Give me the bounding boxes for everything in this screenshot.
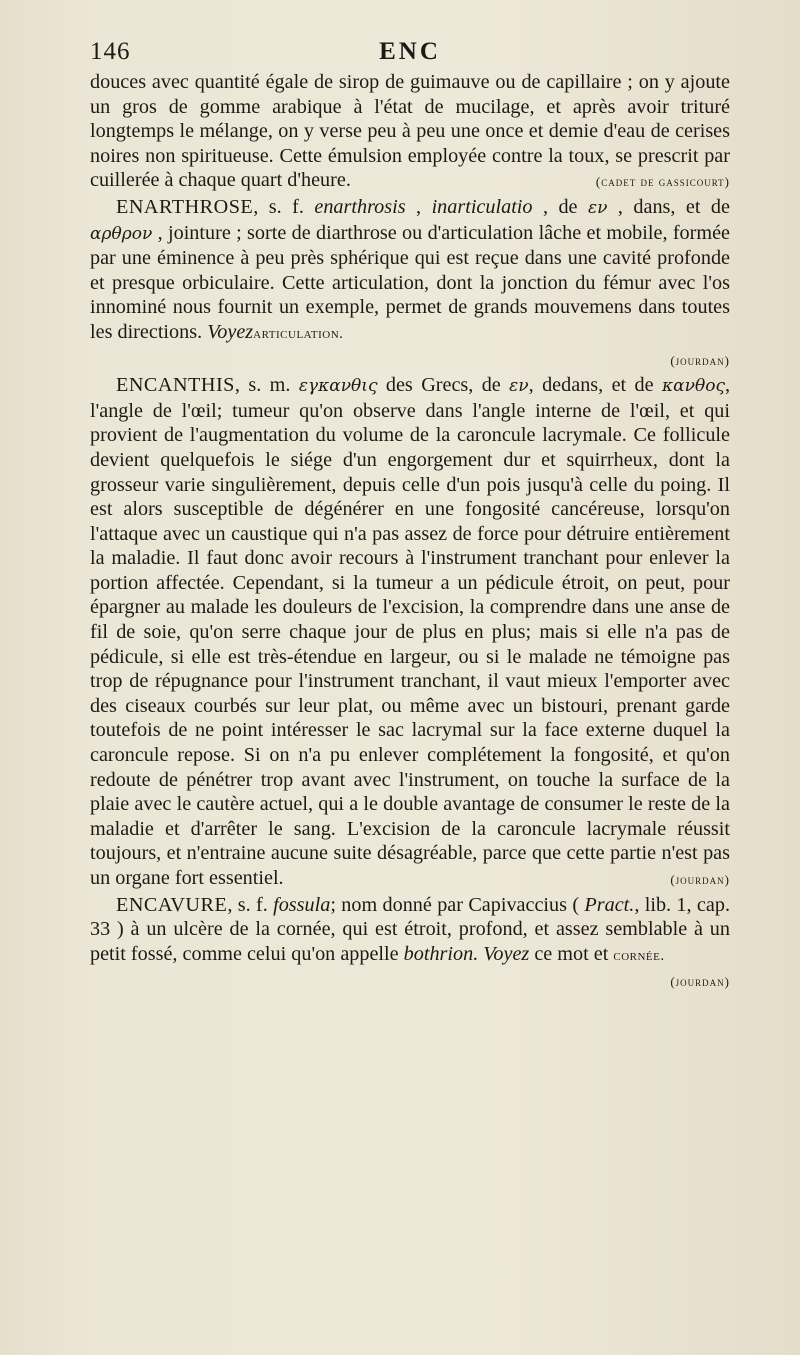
author-signature-line bbox=[90, 347, 730, 374]
voyez-link: Voyez bbox=[483, 942, 530, 965]
voyez-link: Voyez bbox=[207, 320, 254, 343]
cross-reference: cornée. bbox=[613, 947, 665, 964]
author-signature: (jourdan) bbox=[670, 352, 730, 368]
entry-text: , l'angle de l'œil; tumeur qu'on observe dans l'angle interne de l'œil, et qui provient de l'augmentation du volume de la caroncule lacrymale. Ce follicule devient quelquefois le siége d'un engorgement dur et squirrheux, dont la grosseur varie singulièrement, depuis celle d'un pois jusqu'à celle du poing. Il est alors susceptible de dégénérer en une fongosité cancéreuse, lorsqu'on l'attaque avec un caustique qui n'a pas assez de force pour détruire entièrement la maladie. Il faut donc avoir recours à l'instrument tranchant pour enlever la portion affectée. Cependant, si la tumeur a un pédicule étroit, on peut, pour épargner au malade les douleurs de l'excision, la comprendre dans une anse de fil de soie, qu'on serre chaque jour de plus en plus; mais si elle n'a pas de pédicule, si elle est très-étendue en largeur, ou si le malade ne témoigne pas trop de répugnance pour l'instrument tranchant, il vaut mieux l'emporter avec des ciseaux courbés sur leur plat, ou même avec un bistouri, prenant garde toutefois de ne point intéresser le sac lacrymal sur la face externe duquel la caroncule repose. Si on n'a pu enlever complétement la fongosité, et qu'on redoute de pénétrer trop avant avec l'instrument, on touche la surface de la plaie avec le cautère actuel, qui a le double avantage de consumer le reste de la maladie et d'arrêter le sang. L'excision de la caroncule lacrymale réussit toujours, et n'entraine aucune suite désagréable, parce que cette partie n'est pas un organe fort essentiel. bbox=[90, 374, 731, 889]
greek-term: κανθος bbox=[662, 376, 725, 397]
latin-term: inarticulatio bbox=[431, 195, 533, 218]
cross-reference: articulation. bbox=[253, 325, 344, 342]
entry-headword: ENCANTHIS bbox=[116, 374, 235, 397]
greek-term: εν bbox=[509, 376, 529, 397]
entry-text: , s. f. bbox=[227, 893, 274, 916]
author-signature: (cadet de gassicourt) bbox=[595, 174, 730, 190]
entry-text: , dedans, et de bbox=[528, 374, 663, 397]
page-header bbox=[90, 38, 730, 70]
entry-headword: ENCAVURE bbox=[116, 893, 228, 916]
author-signature-line bbox=[90, 968, 730, 995]
greek-term: εγκανθις bbox=[298, 376, 378, 397]
entry-text: , s. m. bbox=[234, 374, 299, 397]
running-head: ENC bbox=[379, 38, 441, 65]
entry-continuation bbox=[90, 70, 730, 193]
entry-text: , de bbox=[532, 195, 588, 218]
entry-text: , bbox=[405, 195, 432, 218]
page-number: 146 bbox=[90, 38, 131, 65]
entry-encavure bbox=[90, 893, 730, 969]
latin-term: enarthrosis bbox=[314, 195, 406, 218]
author-signature: (jourdan) bbox=[670, 872, 730, 887]
greek-term: εν bbox=[587, 197, 608, 218]
author-signature: (jourdan) bbox=[670, 974, 730, 990]
entry-text: , lib. 1, cap. 33 ) à un ulcère de la cornée, qui est étroit, profond, et assez semblable à un petit fossé, comme celui qu'on appelle bbox=[90, 893, 730, 965]
entry-text: des Grecs, de bbox=[377, 374, 510, 397]
entry-text: , s. f. bbox=[253, 195, 315, 218]
latin-term: fossula bbox=[273, 893, 331, 916]
latin-term: bothrion. bbox=[403, 942, 479, 965]
page-content bbox=[90, 70, 730, 995]
greek-term: αρθρον bbox=[90, 223, 153, 244]
entry-text: , jointure ; sorte de diarthrose ou d'articulation lâche et mobile, formée par une éminence à peu près sphérique qui est reçue dans une cavité profonde et presque orbiculaire. Cette articulation, dont la jonction du fémur avec l'os innominé nous fournit un exemple, permet de grands mouvemens dans toutes les directions. bbox=[90, 221, 730, 343]
latin-term: Pract. bbox=[584, 893, 635, 916]
entry-headword: ENARTHROSE bbox=[116, 195, 254, 218]
entry-text: ce mot et bbox=[529, 942, 614, 965]
entry-encanthis bbox=[90, 373, 730, 890]
entry-continuation-text: douces avec quantité égale de sirop de guimauve ou de capillaire ; on y ajoute un gros de gomme arabique à l'état de mucilage, et après avoir trituré longtemps le mélange, on y verse peu à peu une once et demie d'eau de cerises noires non spiritueuse. Cette émulsion employée contre la toux, se prescrit par cuillerée à chaque quart d'heure. bbox=[90, 71, 730, 192]
entry-enarthrose bbox=[90, 195, 730, 347]
entry-text: ; nom donné par Capivaccius ( bbox=[330, 893, 585, 916]
entry-text: , dans, et de bbox=[607, 195, 730, 218]
